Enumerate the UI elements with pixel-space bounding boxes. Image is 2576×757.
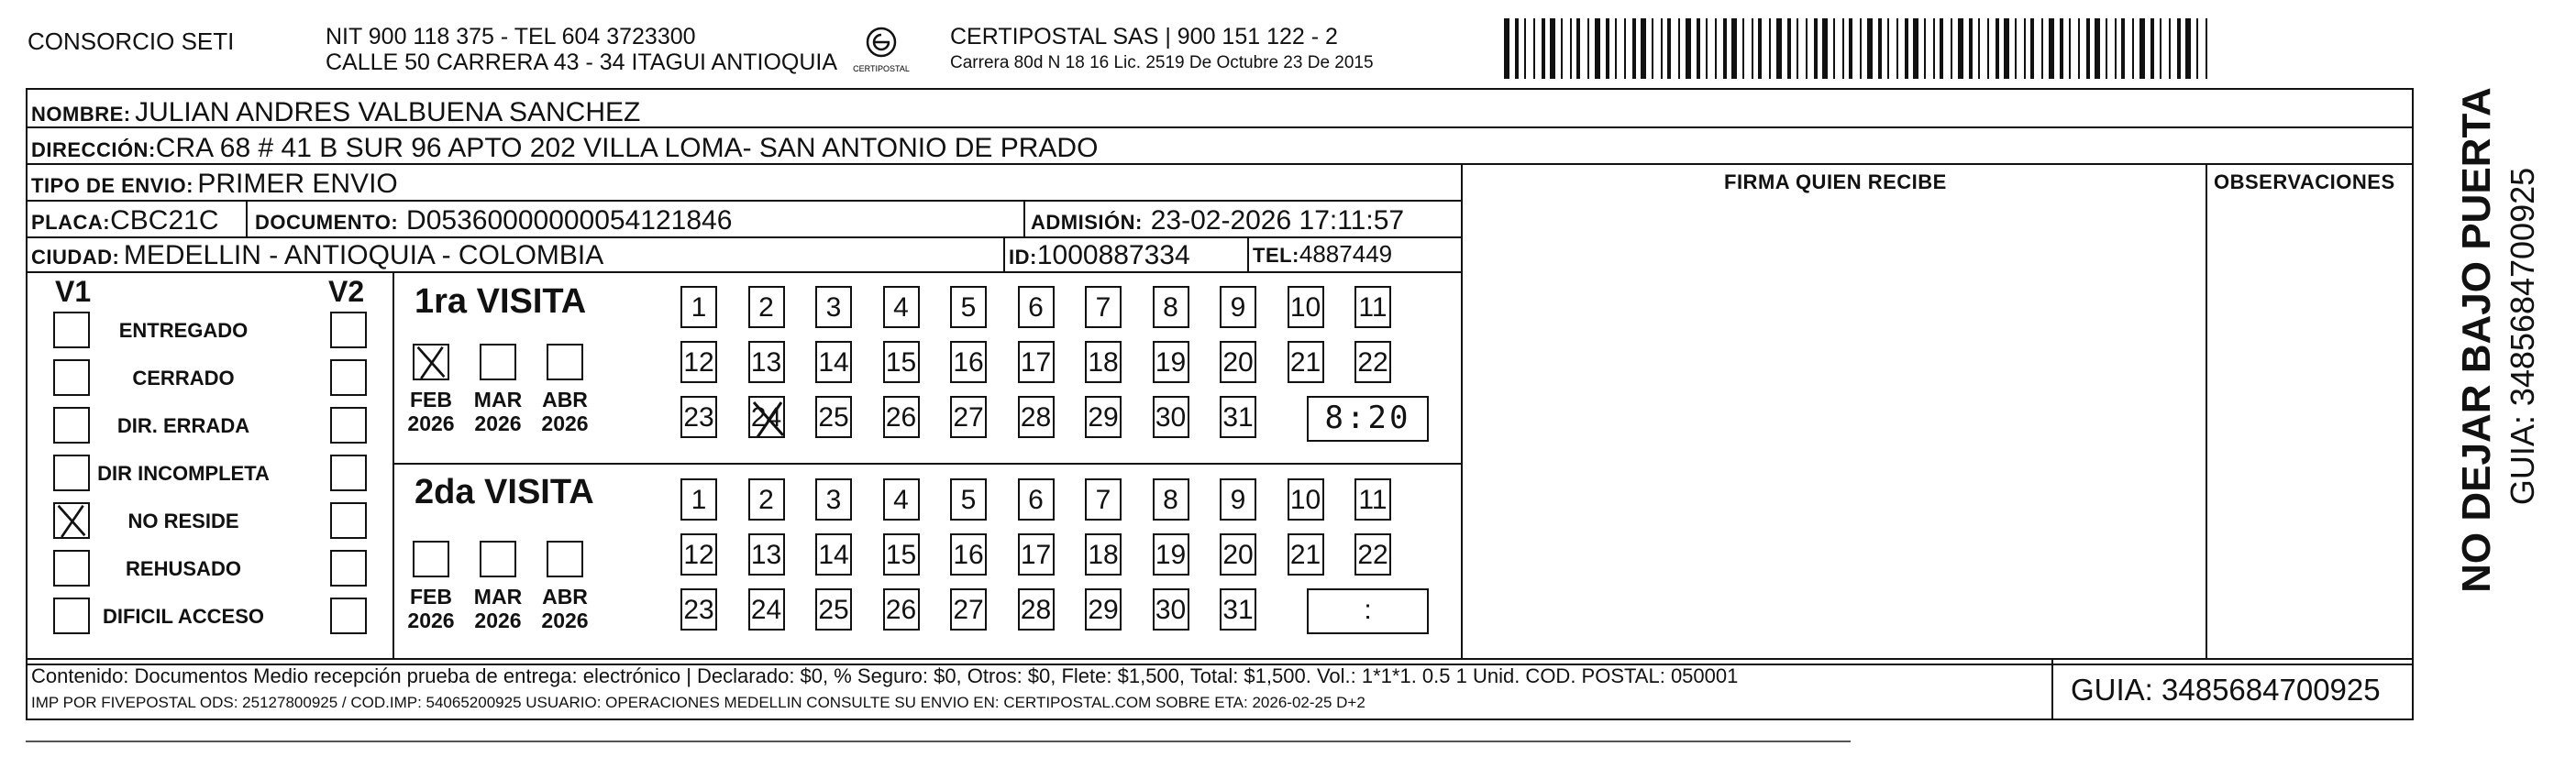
day-box-30[interactable]: 30	[1153, 588, 1189, 631]
day-box-29[interactable]: 29	[1085, 588, 1122, 631]
day-box-8[interactable]: 8	[1153, 286, 1189, 328]
v2-checkbox-entregado[interactable]	[330, 312, 367, 348]
v2-checkbox-dificil-acceso[interactable]	[330, 598, 367, 634]
tel-label: TEL:	[1253, 244, 1299, 267]
day-box-31[interactable]: 31	[1220, 396, 1256, 438]
month-label	[536, 585, 594, 632]
day-box-24[interactable]: 24	[748, 396, 785, 438]
side-label	[2417, 88, 2564, 638]
v2-checkbox-cerrado[interactable]	[330, 359, 367, 396]
month-label	[469, 585, 527, 632]
v2-checkbox-no-reside[interactable]	[330, 502, 367, 539]
day-box-25[interactable]: 25	[815, 588, 852, 631]
day-box-1[interactable]: 1	[680, 478, 717, 521]
month-name: ABR	[542, 585, 588, 609]
ciudad-value: MEDELLIN - ANTIOQUIA - COLOMBIA	[123, 240, 604, 270]
month-label	[402, 585, 460, 632]
reason-label: ENTREGADO	[118, 319, 249, 342]
v2-checkbox-dir-errada[interactable]	[330, 407, 367, 444]
month-checkbox-feb[interactable]	[413, 541, 449, 577]
certipostal-license: Carrera 80d N 18 16 Lic. 2519 De Octubre 23 De 2015	[950, 53, 1374, 72]
contents-line: Contenido: Documentos Medio recepción prueba de entrega: electrónico | Declarado: $0, % Seguro: $0, Otros: $0, Flete: $1,500, Total: $1,500. Vol.: 1*1*1. 0.5 1 Unid. COD. POSTAL: 050001	[31, 664, 1739, 687]
month-name: ABR	[542, 388, 588, 411]
day-box-2[interactable]: 2	[748, 478, 785, 521]
month-year: 2026	[474, 609, 522, 632]
v2-label: V2	[328, 275, 365, 308]
day-box-15[interactable]: 15	[883, 533, 920, 576]
day-box-5[interactable]: 5	[950, 286, 987, 328]
month-checkbox-mar[interactable]	[480, 344, 516, 380]
day-box-22[interactable]: 22	[1354, 341, 1391, 383]
day-box-14[interactable]: 14	[815, 533, 852, 576]
day-box-17[interactable]: 17	[1018, 341, 1055, 383]
admision-label: ADMISIÓN:	[1031, 211, 1143, 234]
day-box-12[interactable]: 12	[680, 533, 717, 576]
day-box-13[interactable]: 13	[748, 341, 785, 383]
day-box-5[interactable]: 5	[950, 478, 987, 521]
day-box-6[interactable]: 6	[1018, 286, 1055, 328]
month-checkbox-mar[interactable]	[480, 541, 516, 577]
day-box-9[interactable]: 9	[1220, 478, 1256, 521]
direccion-value: CRA 68 # 41 B SUR 96 APTO 202 VILLA LOMA- SAN ANTONIO DE PRADO	[155, 133, 1099, 163]
day-box-19[interactable]: 19	[1153, 341, 1189, 383]
documento-label: DOCUMENTO:	[255, 211, 399, 234]
placa-value: CBC21C	[110, 205, 219, 236]
month-name: MAR	[473, 585, 523, 609]
month-name: FEB	[410, 388, 452, 411]
day-box-16[interactable]: 16	[950, 533, 987, 576]
v1-label: V1	[55, 275, 92, 308]
day-box-20[interactable]: 20	[1220, 533, 1256, 576]
day-box-18[interactable]: 18	[1085, 533, 1122, 576]
company-name: CONSORCIO SETI	[28, 27, 235, 55]
day-box-11[interactable]: 11	[1354, 286, 1391, 328]
day-box-8[interactable]: 8	[1153, 478, 1189, 521]
day-box-3[interactable]: 3	[815, 286, 852, 328]
day-box-29[interactable]: 29	[1085, 396, 1122, 438]
day-box-25[interactable]: 25	[815, 396, 852, 438]
nombre-label: NOMBRE:	[31, 103, 131, 126]
reason-label: DIR. ERRADA	[116, 414, 250, 437]
day-box-26[interactable]: 26	[883, 396, 920, 438]
day-box-4[interactable]: 4	[883, 478, 920, 521]
first-visit-title: 1ra VISITA	[415, 282, 587, 321]
footer-guia: GUIA: 3485684700925	[2071, 673, 2381, 707]
month-year: 2026	[474, 411, 522, 435]
side-guia: GUIA: 3485684700925	[2504, 167, 2541, 506]
day-box-23[interactable]: 23	[680, 588, 717, 631]
print-info-line: IMP POR FIVEPOSTAL ODS: 25127800925 / COD.IMP: 54065200925 USUARIO: OPERACIONES MEDELLIN CONSULTE SU ENVIO EN: CERTIPOSTAL.COM SOBRE ETA: 2026-02-25 D+2	[31, 694, 1365, 711]
month-checkbox-feb[interactable]	[413, 344, 449, 380]
month-year: 2026	[407, 411, 455, 435]
day-check-mark	[750, 398, 787, 440]
day-box-7[interactable]: 7	[1085, 478, 1122, 521]
day-box-26[interactable]: 26	[883, 588, 920, 631]
day-box-21[interactable]: 21	[1288, 341, 1324, 383]
day-box-1[interactable]: 1	[680, 286, 717, 328]
day-box-9[interactable]: 9	[1220, 286, 1256, 328]
day-box-27[interactable]: 27	[950, 396, 987, 438]
day-box-14[interactable]: 14	[815, 341, 852, 383]
day-box-24[interactable]: 24	[748, 588, 785, 631]
v2-checkbox-dir-incompleta[interactable]	[330, 455, 367, 491]
ciudad-label: CIUDAD:	[31, 246, 120, 269]
company-address: CALLE 50 CARRERA 43 - 34 ITAGUI ANTIOQUIA	[326, 49, 838, 75]
day-box-2[interactable]: 2	[748, 286, 785, 328]
tipo-envio-label: TIPO DE ENVIO:	[31, 174, 193, 197]
placa-label: PLACA:	[31, 211, 111, 234]
second-visit-title: 2da VISITA	[415, 473, 594, 511]
day-box-23[interactable]: 23	[680, 396, 717, 438]
day-box-21[interactable]: 21	[1288, 533, 1324, 576]
day-box-19[interactable]: 19	[1153, 533, 1189, 576]
day-box-15[interactable]: 15	[883, 341, 920, 383]
logo-text: CERTIPOSTAL	[853, 64, 910, 73]
v2-checkbox-rehusado[interactable]	[330, 550, 367, 587]
day-box-13[interactable]: 13	[748, 533, 785, 576]
firma-header: FIRMA QUIEN RECIBE	[1724, 170, 1947, 193]
month-year: 2026	[407, 609, 455, 632]
admision-value: 23-02-2026 17:11:57	[1150, 205, 1405, 236]
certipostal-line: CERTIPOSTAL SAS | 900 151 122 - 2	[950, 24, 1338, 49]
day-box-30[interactable]: 30	[1153, 396, 1189, 438]
tel-value: 4887449	[1299, 240, 1393, 268]
day-box-28[interactable]: 28	[1018, 396, 1055, 438]
month-label	[536, 388, 594, 435]
nombre-value: JULIAN ANDRES VALBUENA SANCHEZ	[135, 97, 641, 127]
reason-label: DIR INCOMPLETA	[97, 462, 270, 485]
day-box-22[interactable]: 22	[1354, 533, 1391, 576]
tipo-envio-value: PRIMER ENVIO	[197, 169, 398, 199]
month-year: 2026	[541, 609, 589, 632]
day-box-6[interactable]: 6	[1018, 478, 1055, 521]
month-label	[469, 388, 527, 435]
time-box-first[interactable]: 8:20	[1307, 396, 1429, 442]
day-box-3[interactable]: 3	[815, 478, 852, 521]
day-box-27[interactable]: 27	[950, 588, 987, 631]
id-label: ID:	[1009, 246, 1037, 269]
no-dejar-bajo-puerta: NO DEJAR BAJO PUERTA	[2454, 87, 2499, 593]
reason-label: NO RESIDE	[127, 510, 239, 532]
month-label	[402, 388, 460, 435]
day-box-16[interactable]: 16	[950, 341, 987, 383]
day-box-10[interactable]: 10	[1288, 286, 1324, 328]
day-box-10[interactable]: 10	[1288, 478, 1324, 521]
id-value: 1000887334	[1036, 240, 1190, 270]
nit-line: NIT 900 118 375 - TEL 604 3723300	[326, 24, 696, 49]
direccion-label: DIRECCIÓN:	[31, 138, 156, 161]
time-box-second[interactable]: :	[1307, 588, 1429, 634]
month-checkbox-abr[interactable]	[547, 541, 583, 577]
certipostal-logo	[853, 24, 910, 77]
day-box-4[interactable]: 4	[883, 286, 920, 328]
documento-value: D05360000000054121846	[406, 205, 733, 236]
day-box-18[interactable]: 18	[1085, 341, 1122, 383]
day-box-7[interactable]: 7	[1085, 286, 1122, 328]
day-box-12[interactable]: 12	[680, 341, 717, 383]
day-box-17[interactable]: 17	[1018, 533, 1055, 576]
month-name: FEB	[410, 585, 452, 609]
month-year: 2026	[541, 411, 589, 435]
month-checkbox-abr[interactable]	[547, 344, 583, 380]
barcode	[1504, 18, 2210, 79]
reason-label: CERRADO	[132, 367, 235, 389]
day-box-28[interactable]: 28	[1018, 588, 1055, 631]
day-box-31[interactable]: 31	[1220, 588, 1256, 631]
observaciones-header: OBSERVACIONES	[2214, 170, 2395, 193]
day-box-20[interactable]: 20	[1220, 341, 1256, 383]
reason-label: DIFICIL ACCESO	[102, 605, 264, 628]
reason-label: REHUSADO	[126, 557, 241, 580]
day-box-11[interactable]: 11	[1354, 478, 1391, 521]
month-name: MAR	[473, 388, 523, 411]
